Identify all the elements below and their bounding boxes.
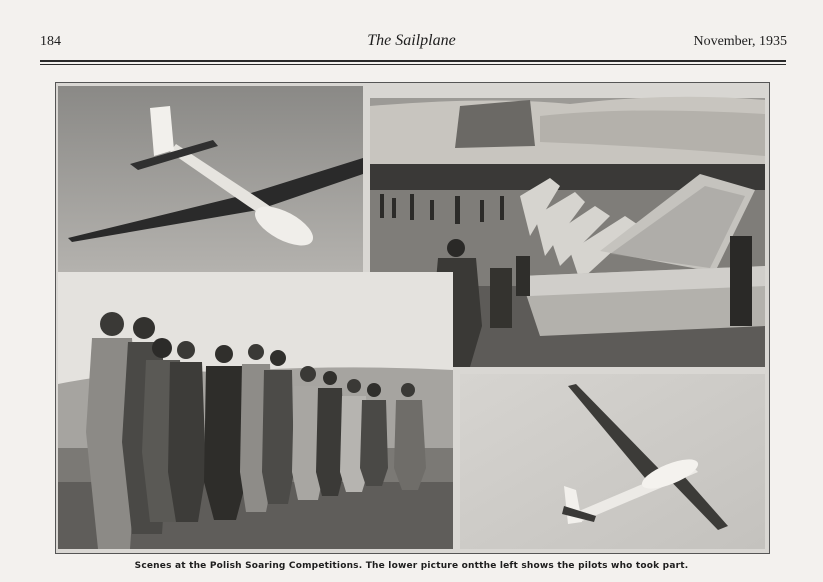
photo-caption: Scenes at the Polish Soaring Competitions. The lower picture ontthe left shows the pilots who took part.	[134, 561, 689, 571]
photo-pilots-group	[58, 272, 453, 549]
journal-title: The Sailplane	[367, 32, 456, 49]
glider-photo-image-2	[460, 374, 765, 549]
issue-date: November, 1935	[693, 34, 787, 49]
page-number: 184	[40, 34, 61, 49]
pilots-photo-image	[58, 272, 453, 549]
photo-glider-flight-top	[58, 86, 363, 272]
photo-glider-flight-bottom	[460, 374, 765, 549]
glider-photo-image	[58, 86, 363, 272]
page-header	[0, 0, 823, 70]
header-rule-thick	[40, 60, 786, 62]
header-rule-thin	[40, 64, 786, 65]
